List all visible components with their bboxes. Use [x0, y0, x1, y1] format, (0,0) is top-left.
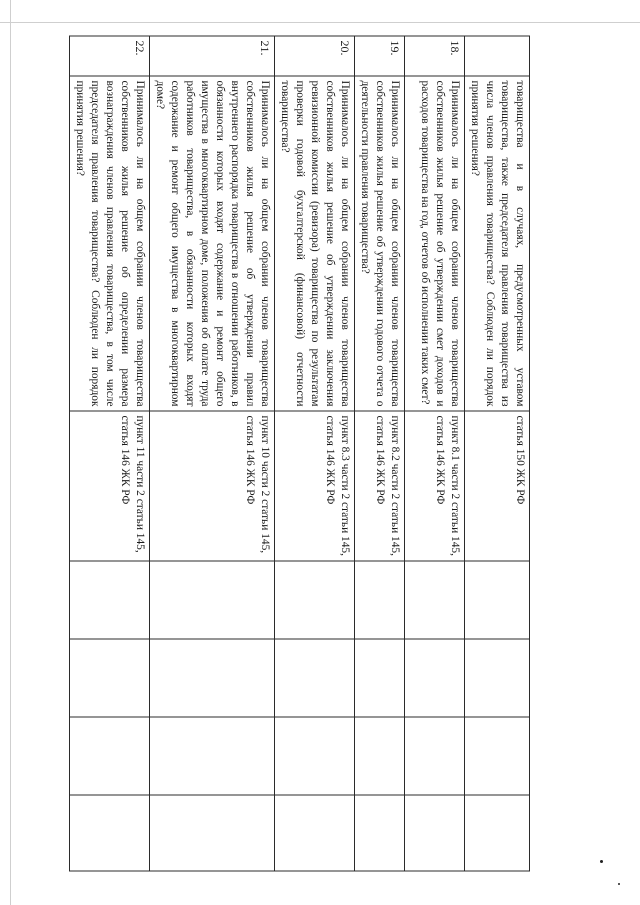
row-number: 18.: [405, 36, 465, 76]
legal-reference: пункт 8.1 части 2 статьи 145, статья 146 ЖК РФ: [405, 411, 465, 561]
answer-cell[interactable]: [70, 795, 150, 871]
answer-cell[interactable]: [355, 561, 405, 639]
legal-reference: пункт 10 части 2 статьи 145, статья 146 ЖК РФ: [150, 411, 275, 561]
checklist-table: [69, 35, 530, 871]
scan-speck: [618, 883, 620, 885]
question-text: Принималось ли на общем собрании членов товарищества собственников жилья решение об утверждении заключения ревизионной комиссии (ревизора) товарищества по результатам проверки годовой бухгалтерской (финансовой) отчетности товарищества?: [275, 76, 355, 411]
answer-cell[interactable]: [405, 795, 465, 871]
answer-cell[interactable]: [405, 639, 465, 717]
question-text: Принималось ли на общем собрании членов товарищества собственников жилья решение об утверждении годового отчета о деятельности правления товарищества?: [355, 76, 405, 411]
answer-cell[interactable]: [70, 561, 150, 639]
answer-cell[interactable]: [275, 717, 355, 795]
answer-cell[interactable]: [405, 561, 465, 639]
question-text: Принималось ли на общем собрании членов товарищества собственников жилья решение об утверждении смет доходов и расходов товарищества на год, отчетов об исполнении таких смет?: [405, 76, 465, 411]
table-row: [275, 36, 355, 871]
answer-cell[interactable]: [465, 717, 530, 795]
table-row: [465, 36, 530, 871]
answer-cell[interactable]: [465, 795, 530, 871]
table-row: [70, 36, 150, 871]
answer-cell[interactable]: [465, 639, 530, 717]
row-number: 22.: [70, 36, 150, 76]
legal-reference: пункт 8.3 части 2 статьи 145, статья 146 ЖК РФ: [275, 411, 355, 561]
answer-cell[interactable]: [275, 561, 355, 639]
table-row: [150, 36, 275, 871]
answer-cell[interactable]: [275, 795, 355, 871]
answer-cell[interactable]: [70, 639, 150, 717]
answer-cell[interactable]: [150, 795, 275, 871]
scan-speck: [600, 860, 603, 863]
answer-cell[interactable]: [465, 561, 530, 639]
answer-cell[interactable]: [355, 717, 405, 795]
rotated-document: [74, 35, 530, 870]
legal-reference: статья 150 ЖК РФ: [465, 411, 530, 561]
row-number: [465, 36, 530, 76]
row-number: 20.: [275, 36, 355, 76]
question-text: Принималось ли на общем собрании членов товарищества собственников жилья решение об утверждении правил внутреннего распорядка товарищества в отношении работников, в обязанности которых входят содержание и ремонт общего имущества в многоквартирном доме, положения об оплате труда работников товарищества, в обязанности которых входят содержание и ремонт общего имущества в многоквартирном доме?: [150, 76, 275, 411]
answer-cell[interactable]: [275, 639, 355, 717]
row-number: 19.: [355, 36, 405, 76]
answer-cell[interactable]: [355, 795, 405, 871]
answer-cell[interactable]: [355, 639, 405, 717]
question-text: Принималось ли на общем собрании членов товарищества собственников жилья решение об определении размера вознаграждения членов правления товарищества, в том числе председателя правления товарищества? Соблюден ли порядок принятия решения?: [70, 76, 150, 411]
scan-edge-left: [10, 0, 11, 905]
answer-cell[interactable]: [405, 717, 465, 795]
answer-cell[interactable]: [70, 717, 150, 795]
legal-reference: пункт 11 части 2 статьи 145, статья 146 ЖК РФ: [70, 411, 150, 561]
answer-cell[interactable]: [150, 717, 275, 795]
answer-cell[interactable]: [150, 639, 275, 717]
scan-edge-top: [0, 22, 640, 23]
question-text: товарищества и в случаях, предусмотренных уставом товарищества, также председателя правления товарищества из числа членов правления товарищества? Соблюден ли порядок принятия решения?: [465, 76, 530, 411]
answer-cell[interactable]: [150, 561, 275, 639]
table-row: [355, 36, 405, 871]
row-number: 21.: [150, 36, 275, 76]
legal-reference: пункт 8.2 части 2 статьи 145, статья 146 ЖК РФ: [355, 411, 405, 561]
table-row: [405, 36, 465, 871]
